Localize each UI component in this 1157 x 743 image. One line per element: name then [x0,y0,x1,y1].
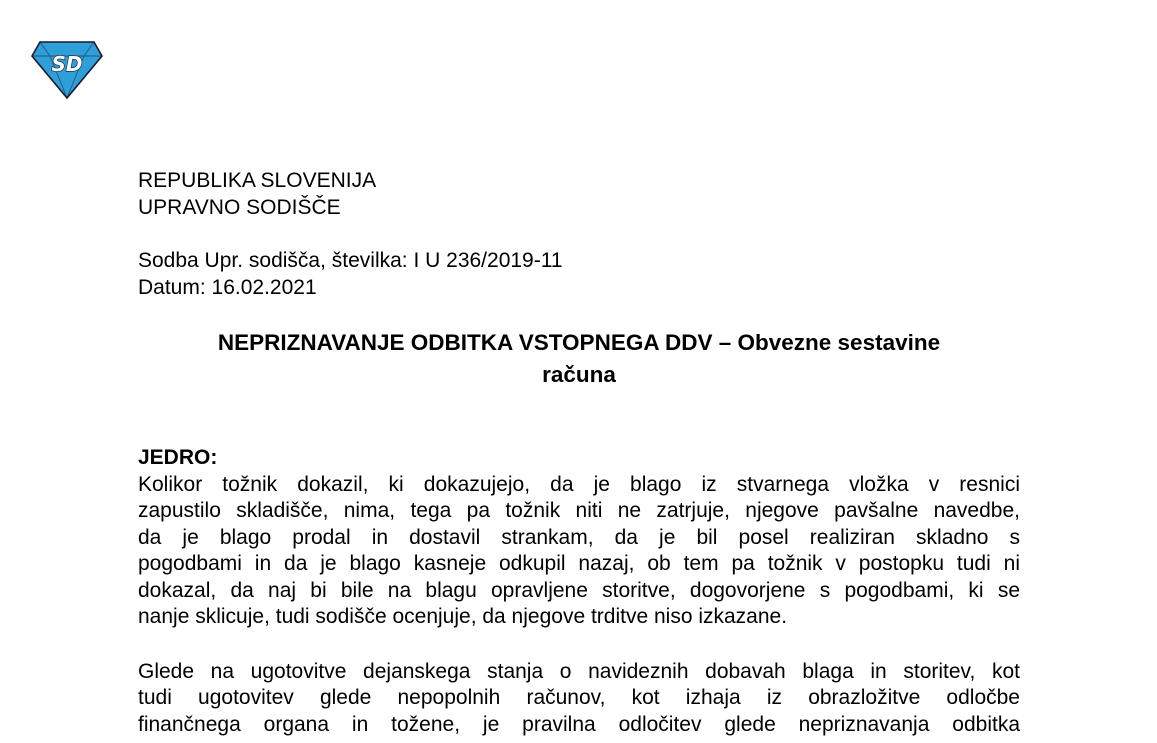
paragraph-line: zapustilo skladišče, nima, tega pa tožnik niti ne zatrjuje, njegove pavšalne navedbe, [138,499,1020,522]
paragraph-line: da je blago prodal in dostavil strankam, da je bil posel realiziran skladno s [138,525,1020,549]
paragraph-line: dokazal, da naj bi bile na blagu opravljene storitve, dogovorjene s pogodbami, ki se [138,578,1020,602]
document-body [138,168,1020,738]
court-logo [30,40,104,100]
country-name: REPUBLIKA SLOVENIJA [138,169,377,192]
paragraph-line: pogodbami in da je blago kasneje odkupil nazaj, ob tem pa tožnik v postopku tudi ni [138,552,1020,575]
diamond-logo-icon [30,40,104,100]
logo-letters: SD [51,52,83,76]
case-reference: Sodba Upr. sodišča, številka: I U 236/2019-11 [138,249,563,272]
paragraph-line: Glede na ugotovitve dejanskega stanja o navideznih dobavah blaga in storitev, kot [138,659,1020,683]
summary-heading: JEDRO: [138,446,218,469]
summary-paragraph-1 [138,472,1020,631]
paragraph-line: finančnega organa in tožene, je pravilna odločitev glede nepriznavanja odbitka [138,712,1020,736]
case-date: Datum: 16.02.2021 [138,275,317,299]
summary-paragraph-2 [138,659,1020,739]
document-title [138,327,1020,391]
paragraph-line: nanje sklicuje, tudi sodišče ocenjuje, da njegove trditve niso izkazane. [138,605,788,628]
title-line-2: računa [542,362,616,387]
title-line-1: NEPRIZNAVANJE ODBITKA VSTOPNEGA DDV – Obvezne sestavine [217,330,941,355]
paragraph-line: tudi ugotovitev glede nepopolnih računov, kot izhaja iz obrazložitve odločbe [138,686,1020,709]
court-name: UPRAVNO SODIŠČE [138,195,341,219]
paragraph-line: Kolikor tožnik dokazil, ki dokazujejo, da je blago iz stvarnega vložka v resnici [138,472,1020,496]
